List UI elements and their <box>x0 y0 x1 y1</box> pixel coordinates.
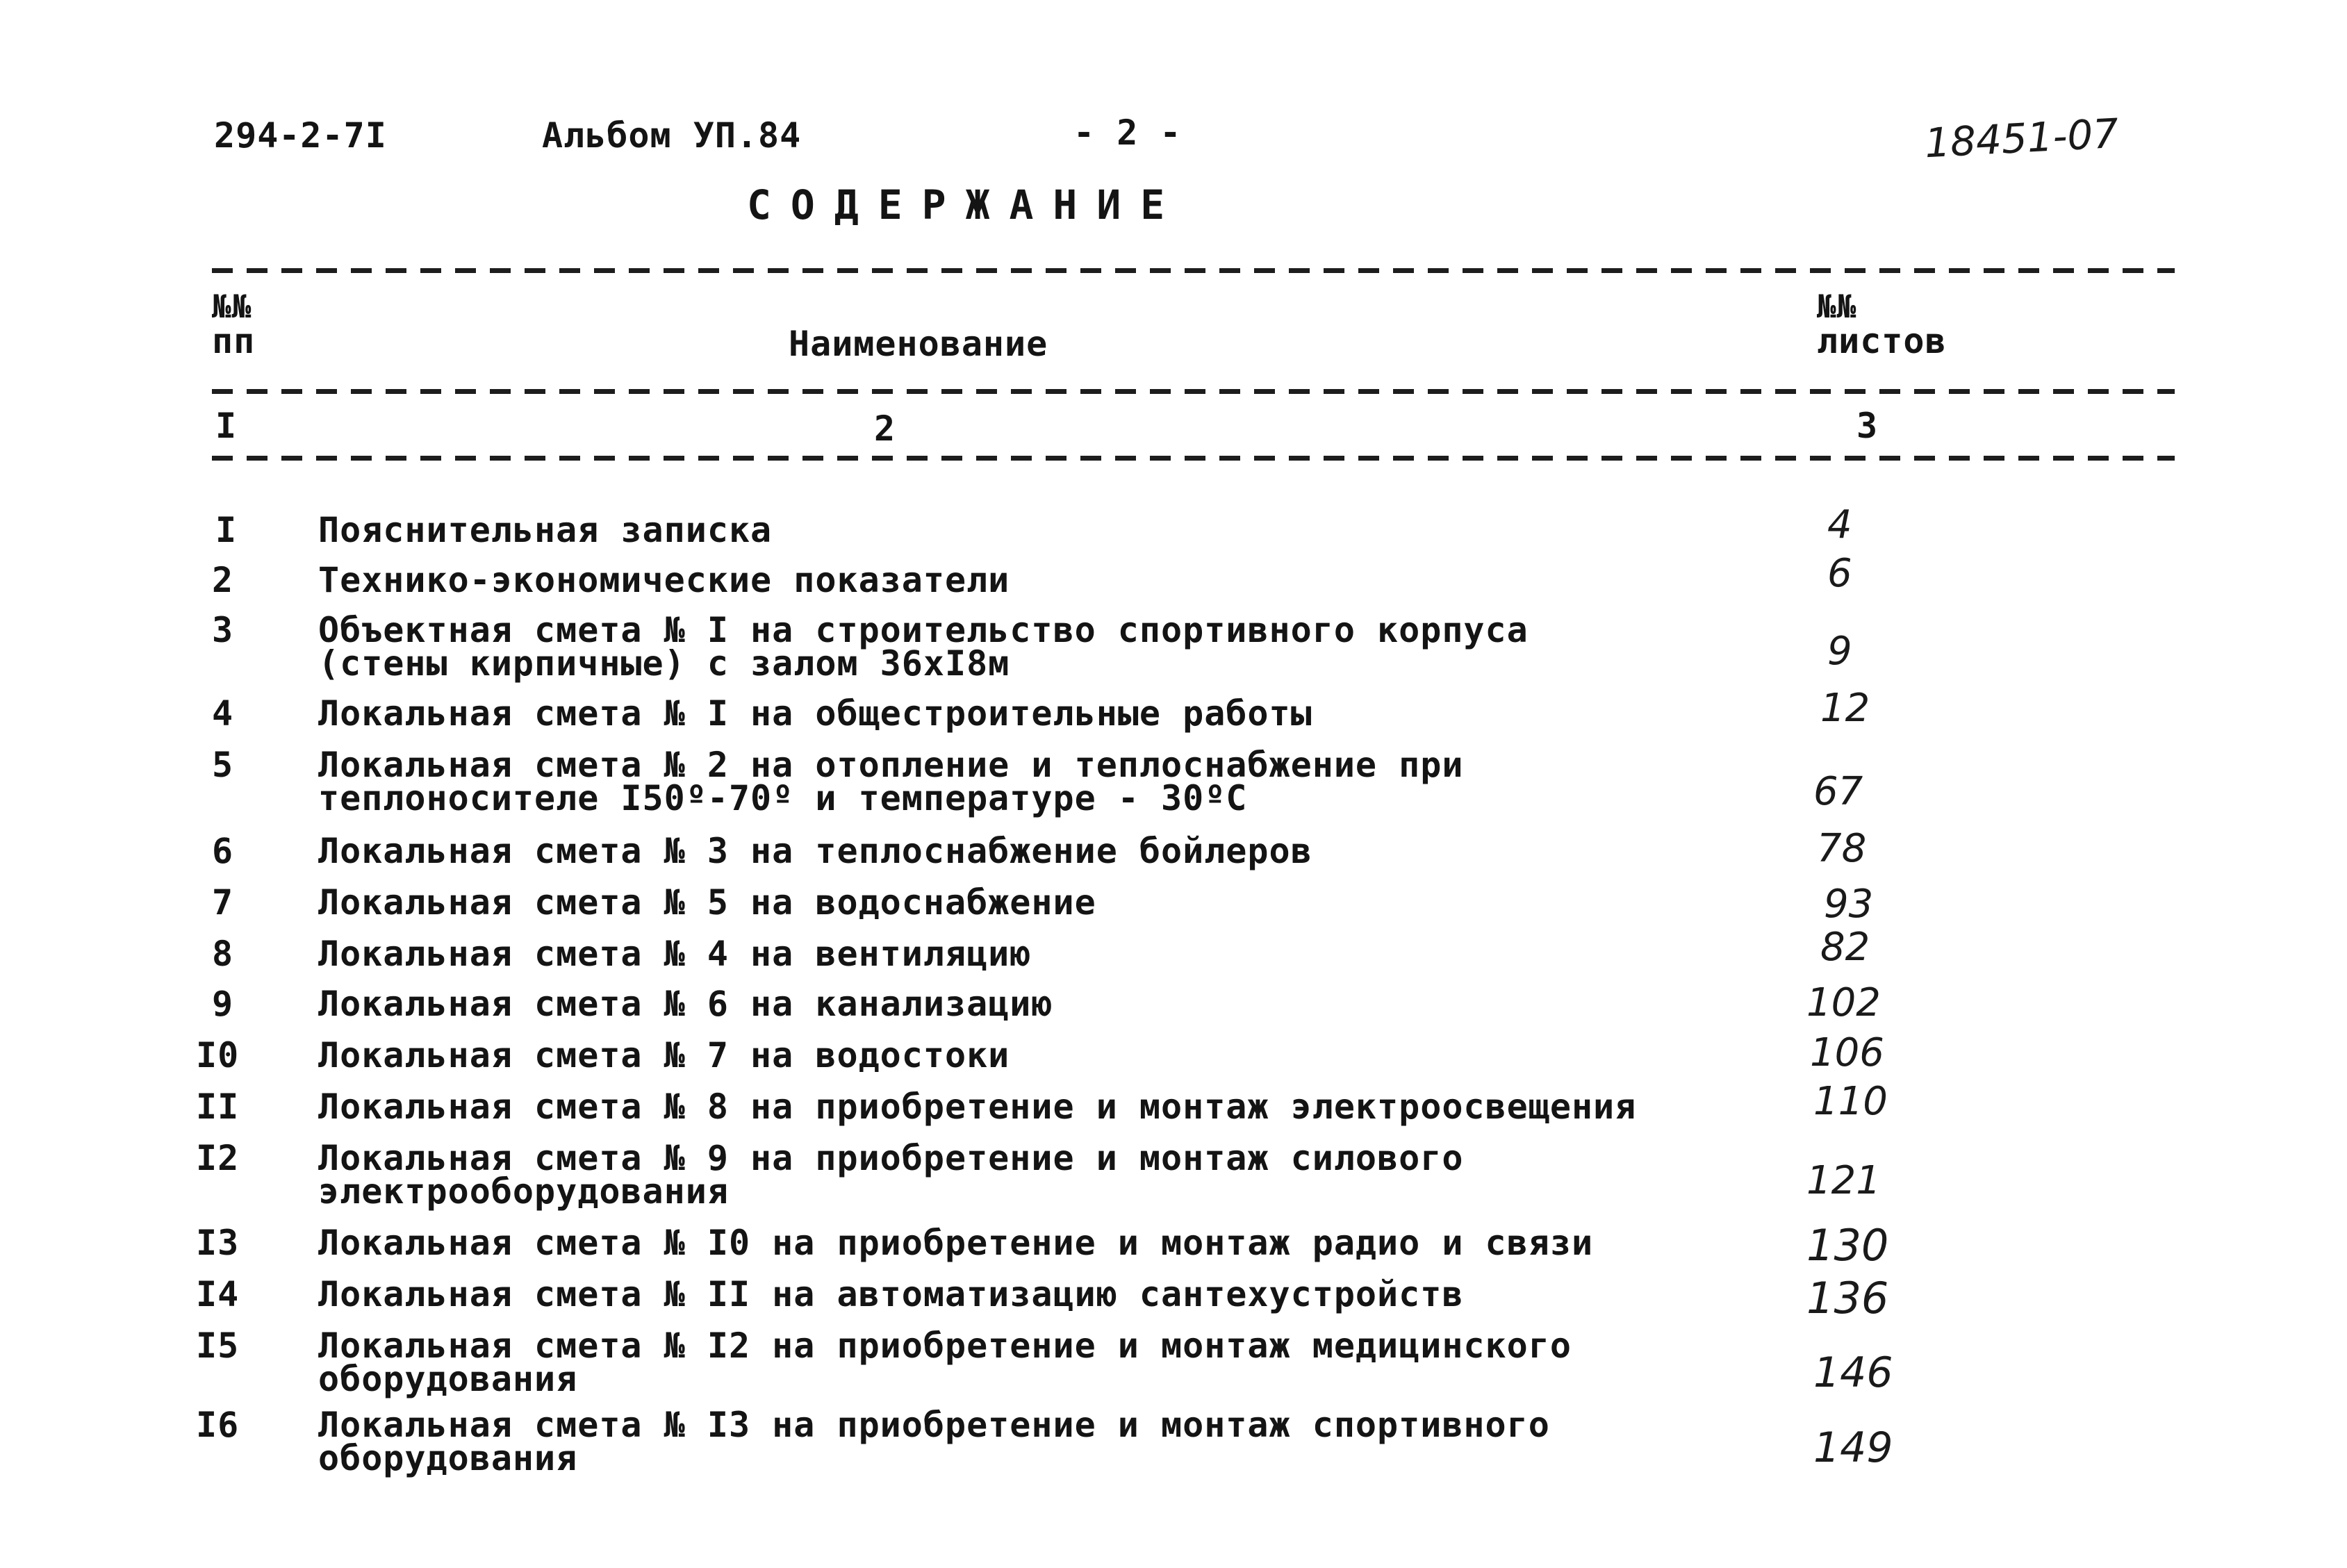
col-header-number-bottom: пп <box>212 321 256 361</box>
row-number: 7 <box>212 882 234 923</box>
row-sheet: 78 <box>1817 826 1867 871</box>
row-sheet: 9 <box>1827 629 1852 674</box>
row-name: Локальная смета № 6 на канализацию <box>318 984 1053 1024</box>
page-number: - 2 - <box>1073 113 1182 153</box>
col-number-2: 2 <box>874 408 896 449</box>
col-number-3: 3 <box>1856 406 1879 446</box>
row-sheet: 149 <box>1813 1423 1893 1472</box>
row-sheet: 121 <box>1806 1158 1881 1203</box>
row-number: I2 <box>196 1138 240 1178</box>
col-number-1: I <box>215 406 238 446</box>
row-name: Локальная смета № II на автоматизацию сантехустройств <box>318 1274 1464 1314</box>
col-header-name: Наименование <box>789 324 1048 364</box>
row-number: II <box>196 1087 240 1127</box>
row-sheet: 6 <box>1827 551 1852 596</box>
row-name: Локальная смета № 2 на отопление и теплоснабжение при теплоносителе I50º-70º и температуре - 30ºC <box>318 745 1464 818</box>
row-number: 8 <box>212 934 234 974</box>
row-name: Объектная смета № I на строительство спортивного корпуса (стены кирпичные) с залом 36xI8м <box>318 610 1529 684</box>
row-number: I4 <box>196 1274 240 1314</box>
row-sheet: 93 <box>1824 882 1874 927</box>
row-sheet: 4 <box>1827 502 1852 547</box>
document-code: 294-2-7I <box>214 115 387 156</box>
page-title: СОДЕРЖАНИЕ <box>747 181 1185 229</box>
row-number: I6 <box>196 1405 240 1445</box>
row-name: Локальная смета № I2 на приобретение и монтаж медицинского оборудования <box>318 1326 1572 1399</box>
row-number: 2 <box>212 560 234 600</box>
row-name: Локальная смета № 4 на вентиляцию <box>318 934 1032 974</box>
col-header-sheets-bottom: листов <box>1817 321 1947 361</box>
row-sheet: 146 <box>1813 1348 1893 1397</box>
row-sheet: 67 <box>1813 769 1863 814</box>
row-number: 5 <box>212 745 234 785</box>
row-number: 4 <box>212 693 234 734</box>
row-sheet: 136 <box>1806 1273 1889 1323</box>
row-sheet: 106 <box>1810 1030 1884 1075</box>
album-label: Альбом УП.84 <box>542 115 802 156</box>
row-number: I3 <box>196 1223 240 1263</box>
row-number: 6 <box>212 831 234 871</box>
row-name: Локальная смета № 8 на приобретение и монтаж электроосвещения <box>318 1087 1637 1127</box>
col-header-sheets-top: №№ <box>1817 288 1857 325</box>
row-sheet: 110 <box>1813 1079 1888 1124</box>
row-name: Локальная смета № I0 на приобретение и монтаж радио и связи <box>318 1223 1594 1263</box>
row-name: Пояснительная записка <box>318 510 773 550</box>
row-number: I0 <box>196 1035 240 1075</box>
col-header-number-top: №№ <box>212 288 252 325</box>
row-number: I5 <box>196 1326 240 1366</box>
row-name: Локальная смета № 9 на приобретение и монтаж силового электрооборудования <box>318 1138 1464 1212</box>
row-name: Локальная смета № I3 на приобретение и монтаж спортивного оборудования <box>318 1405 1550 1478</box>
row-number: I <box>215 510 238 550</box>
row-name: Локальная смета № 7 на водостоки <box>318 1035 1010 1075</box>
row-sheet: 130 <box>1806 1220 1889 1271</box>
row-sheet: 12 <box>1820 686 1870 731</box>
row-number: 3 <box>212 610 234 650</box>
row-sheet: 102 <box>1806 980 1881 1025</box>
table-header-rule <box>212 389 2175 394</box>
row-name: Локальная смета № 3 на теплоснабжение бойлеров <box>318 831 1312 871</box>
row-name: Локальная смета № I на общестроительные работы <box>318 693 1312 734</box>
row-sheet: 82 <box>1820 925 1870 970</box>
row-name: Локальная смета № 5 на водоснабжение <box>318 882 1096 923</box>
row-name: Технико-экономические показатели <box>318 560 1010 600</box>
handwritten-reference: 18451-07 <box>1923 109 2120 167</box>
table-colnum-rule <box>212 456 2175 461</box>
row-number: 9 <box>212 984 234 1024</box>
table-top-rule <box>212 268 2175 273</box>
